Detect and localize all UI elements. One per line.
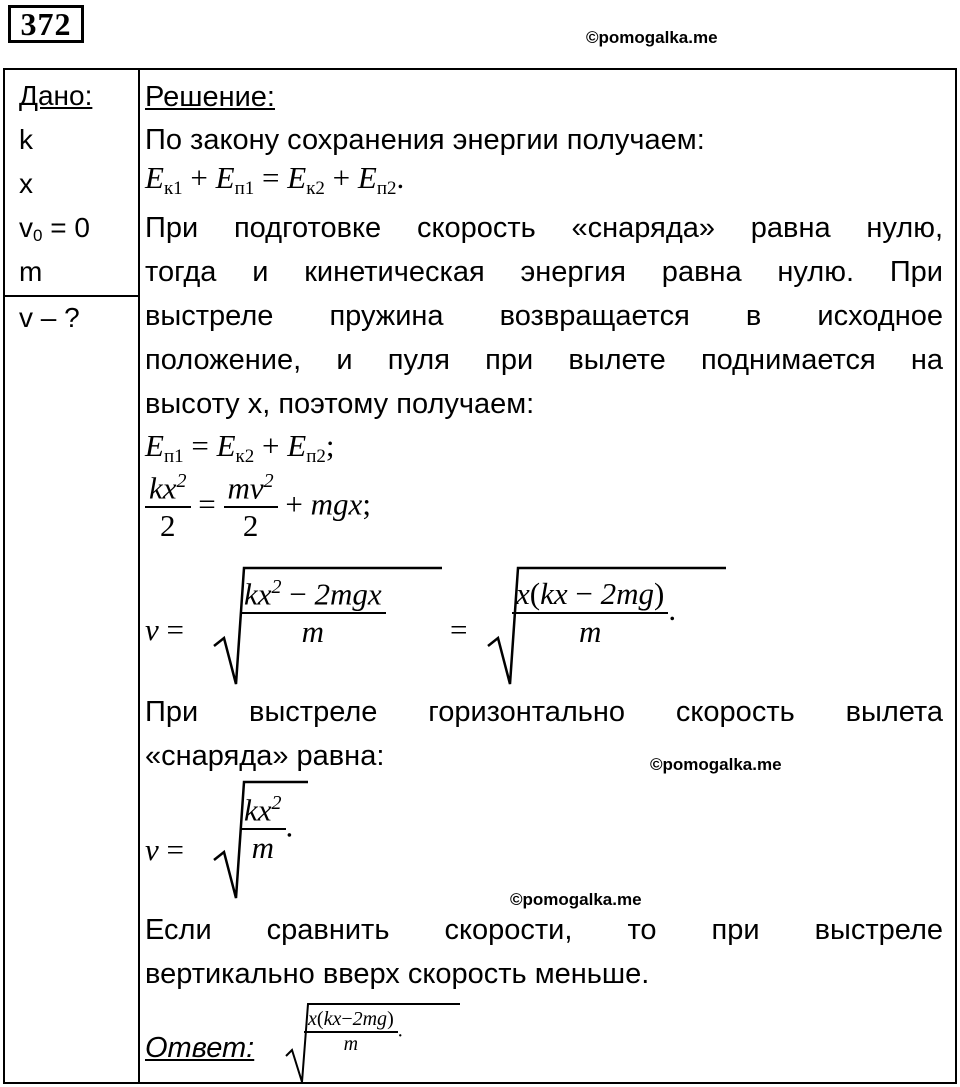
- given-item: x: [19, 168, 33, 199]
- equation-horizontal-speed: $\frac{kx^2}{m}$ .: [240, 792, 293, 866]
- equals-sign: =: [450, 612, 468, 647]
- paragraph: По закону сохранения энергии получаем:: [145, 124, 705, 156]
- paragraph-line: положение, и пуля при вылете поднимается на: [145, 344, 943, 376]
- paragraph-line: Если сравнить скорости, то при выстреле: [145, 914, 943, 946]
- given-item: k: [19, 124, 33, 155]
- paragraph-line: выстреле пружина возвращается в исходное: [145, 300, 943, 332]
- solution-header: Решение:: [145, 81, 275, 113]
- equation-energy-shot: $E_{п1} = E_{к2} + E_{п2}$;: [145, 428, 335, 467]
- paragraph-line: «снаряда» равна:: [145, 740, 385, 772]
- paragraph-line: При выстреле горизонтально скорость вылета: [145, 696, 943, 728]
- given-divider: [5, 295, 138, 297]
- answer-label: Ответ:: [145, 1032, 255, 1064]
- column-divider: [138, 70, 140, 1082]
- given-item: m: [19, 256, 43, 287]
- watermark-bottom: ©pomogalka.me: [510, 890, 642, 909]
- equation-spring-energy: $\frac{kx^2}{2}$ = $\frac{mv^2}{2}$ + mgx;: [145, 470, 371, 544]
- problem-number: 372: [8, 5, 84, 43]
- paragraph-line: вертикально вверх скорость меньше.: [145, 958, 650, 990]
- paragraph-line: При подготовке скорость «снаряда» равна нулю,: [145, 212, 943, 244]
- given-header: Дано:: [19, 80, 93, 111]
- paragraph-line: тогда и кинетическая энергия равна нулю. При: [145, 256, 943, 288]
- given-item-v0: $v_0 = 0$: [19, 212, 90, 245]
- watermark-middle: ©pomogalka.me: [650, 755, 782, 774]
- equation-energy-conservation: $E_{к1} + E_{п1} = E_{к2} + E_{п2}$.: [145, 160, 405, 199]
- equation-speed-fraction: $\frac{kx^2 - 2mgx}{m}$: [240, 576, 386, 650]
- v-symbol: v =: [145, 612, 184, 647]
- paragraph-line: высоту x, поэтому получаем:: [145, 388, 535, 420]
- watermark-top: ©pomogalka.me: [586, 28, 718, 47]
- equation-speed-fraction-2: $\frac{x(kx - 2mg)}{m}$ .: [512, 576, 676, 650]
- answer-formula: $\frac{x(kx-2mg)}{m}$ .: [304, 1008, 403, 1056]
- v-symbol: v =: [145, 832, 184, 867]
- find-item: v – ?: [19, 302, 80, 333]
